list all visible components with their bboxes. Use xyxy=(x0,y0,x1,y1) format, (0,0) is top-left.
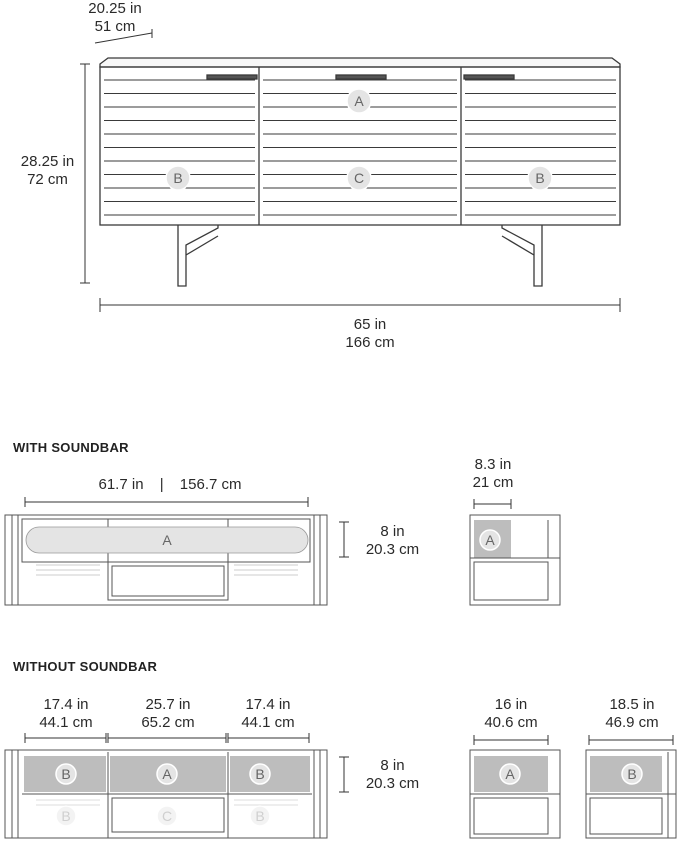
svg-text:C: C xyxy=(353,170,365,186)
label-b-upper-right xyxy=(250,764,270,784)
outer-side-label xyxy=(622,764,642,784)
soundbar-height-label xyxy=(355,523,430,559)
without-soundbar-heading: WITHOUT SOUNDBAR xyxy=(13,659,158,674)
label-c-center-door xyxy=(347,166,371,190)
svg-text:B: B xyxy=(255,766,265,782)
center-side-label-text xyxy=(474,696,548,732)
svg-text:B: B xyxy=(173,170,183,186)
soundbar-side-view xyxy=(470,515,560,605)
svg-text:A: A xyxy=(354,93,364,109)
outer-side-width-line xyxy=(589,735,673,745)
soundbar-side-in: 8.3 in xyxy=(474,456,512,473)
soundbar-side-label xyxy=(480,530,500,550)
soundbar-width-separator: | xyxy=(159,476,164,493)
label-b-lower-left xyxy=(56,806,76,826)
height-cm: 72 cm xyxy=(27,171,68,188)
no-soundbar-height-cm: 20.3 cm xyxy=(365,775,420,792)
height-label xyxy=(10,153,85,189)
label-a-top-drawer xyxy=(347,89,371,113)
svg-text:A: A xyxy=(505,766,515,782)
outer-side-label-text xyxy=(594,696,670,732)
width-center-cm: 65.2 cm xyxy=(141,714,195,731)
no-soundbar-height-label xyxy=(355,757,430,793)
outer-side-cm: 46.9 cm xyxy=(605,714,659,731)
soundbar-height-line xyxy=(339,522,349,557)
svg-text:A: A xyxy=(162,766,172,782)
outer-side-in: 18.5 in xyxy=(609,696,655,713)
soundbar-width-label xyxy=(80,476,260,494)
height-in: 28.25 in xyxy=(20,153,75,170)
soundbar-height-in: 8 in xyxy=(380,523,405,540)
svg-text:B: B xyxy=(61,766,71,782)
depth-cm: 51 cm xyxy=(94,18,136,35)
label-b-right-door xyxy=(528,166,552,190)
soundbar-width-line xyxy=(25,497,308,507)
width-left-in: 17.4 in xyxy=(43,696,89,713)
soundbar-side-label-text xyxy=(458,456,528,492)
soundbar-width-cm: 156.7 cm xyxy=(179,476,242,493)
center-side-cm: 40.6 cm xyxy=(484,714,538,731)
depth-in: 20.25 in xyxy=(88,0,142,17)
no-soundbar-height-in: 8 in xyxy=(380,757,405,774)
svg-text:B: B xyxy=(535,170,545,186)
no-soundbar-width-lines xyxy=(25,733,309,743)
soundbar-side-cm: 21 cm xyxy=(472,474,514,491)
svg-text:B: B xyxy=(61,808,71,824)
width-center-in: 25.7 in xyxy=(145,696,191,713)
label-c-lower-center xyxy=(157,806,177,826)
no-soundbar-height-line xyxy=(339,757,349,792)
center-side-view xyxy=(470,750,560,838)
svg-text:A: A xyxy=(162,532,172,548)
label-b-lower-right xyxy=(250,806,270,826)
depth-label xyxy=(80,0,150,36)
soundbar-width-in: 61.7 in xyxy=(98,476,144,493)
label-b-upper-left xyxy=(56,764,76,784)
with-soundbar-heading: WITH SOUNDBAR xyxy=(13,440,129,455)
width-label xyxy=(330,316,410,352)
svg-text:B: B xyxy=(255,808,265,824)
soundbar-height-cm: 20.3 cm xyxy=(365,541,420,558)
width-left-cm: 44.1 cm xyxy=(39,714,93,731)
outer-side-view xyxy=(586,750,676,838)
label-b-left-door xyxy=(166,166,190,190)
soundbar-shape xyxy=(26,527,308,553)
no-soundbar-width-left xyxy=(30,696,102,732)
center-side-width-line xyxy=(474,735,548,745)
svg-text:A: A xyxy=(485,532,495,548)
width-right-in: 17.4 in xyxy=(245,696,291,713)
center-side-label xyxy=(500,764,520,784)
width-dimension-line xyxy=(100,298,620,312)
soundbar-side-width-line xyxy=(474,499,511,509)
width-cm: 166 cm xyxy=(345,334,395,351)
label-a-upper-center xyxy=(157,764,177,784)
svg-text:C: C xyxy=(161,808,173,824)
center-side-in: 16 in xyxy=(494,696,528,713)
svg-text:B: B xyxy=(627,766,637,782)
no-soundbar-width-right xyxy=(232,696,304,732)
width-in: 65 in xyxy=(353,316,387,333)
width-right-cm: 44.1 cm xyxy=(241,714,295,731)
no-soundbar-width-center xyxy=(130,696,206,732)
